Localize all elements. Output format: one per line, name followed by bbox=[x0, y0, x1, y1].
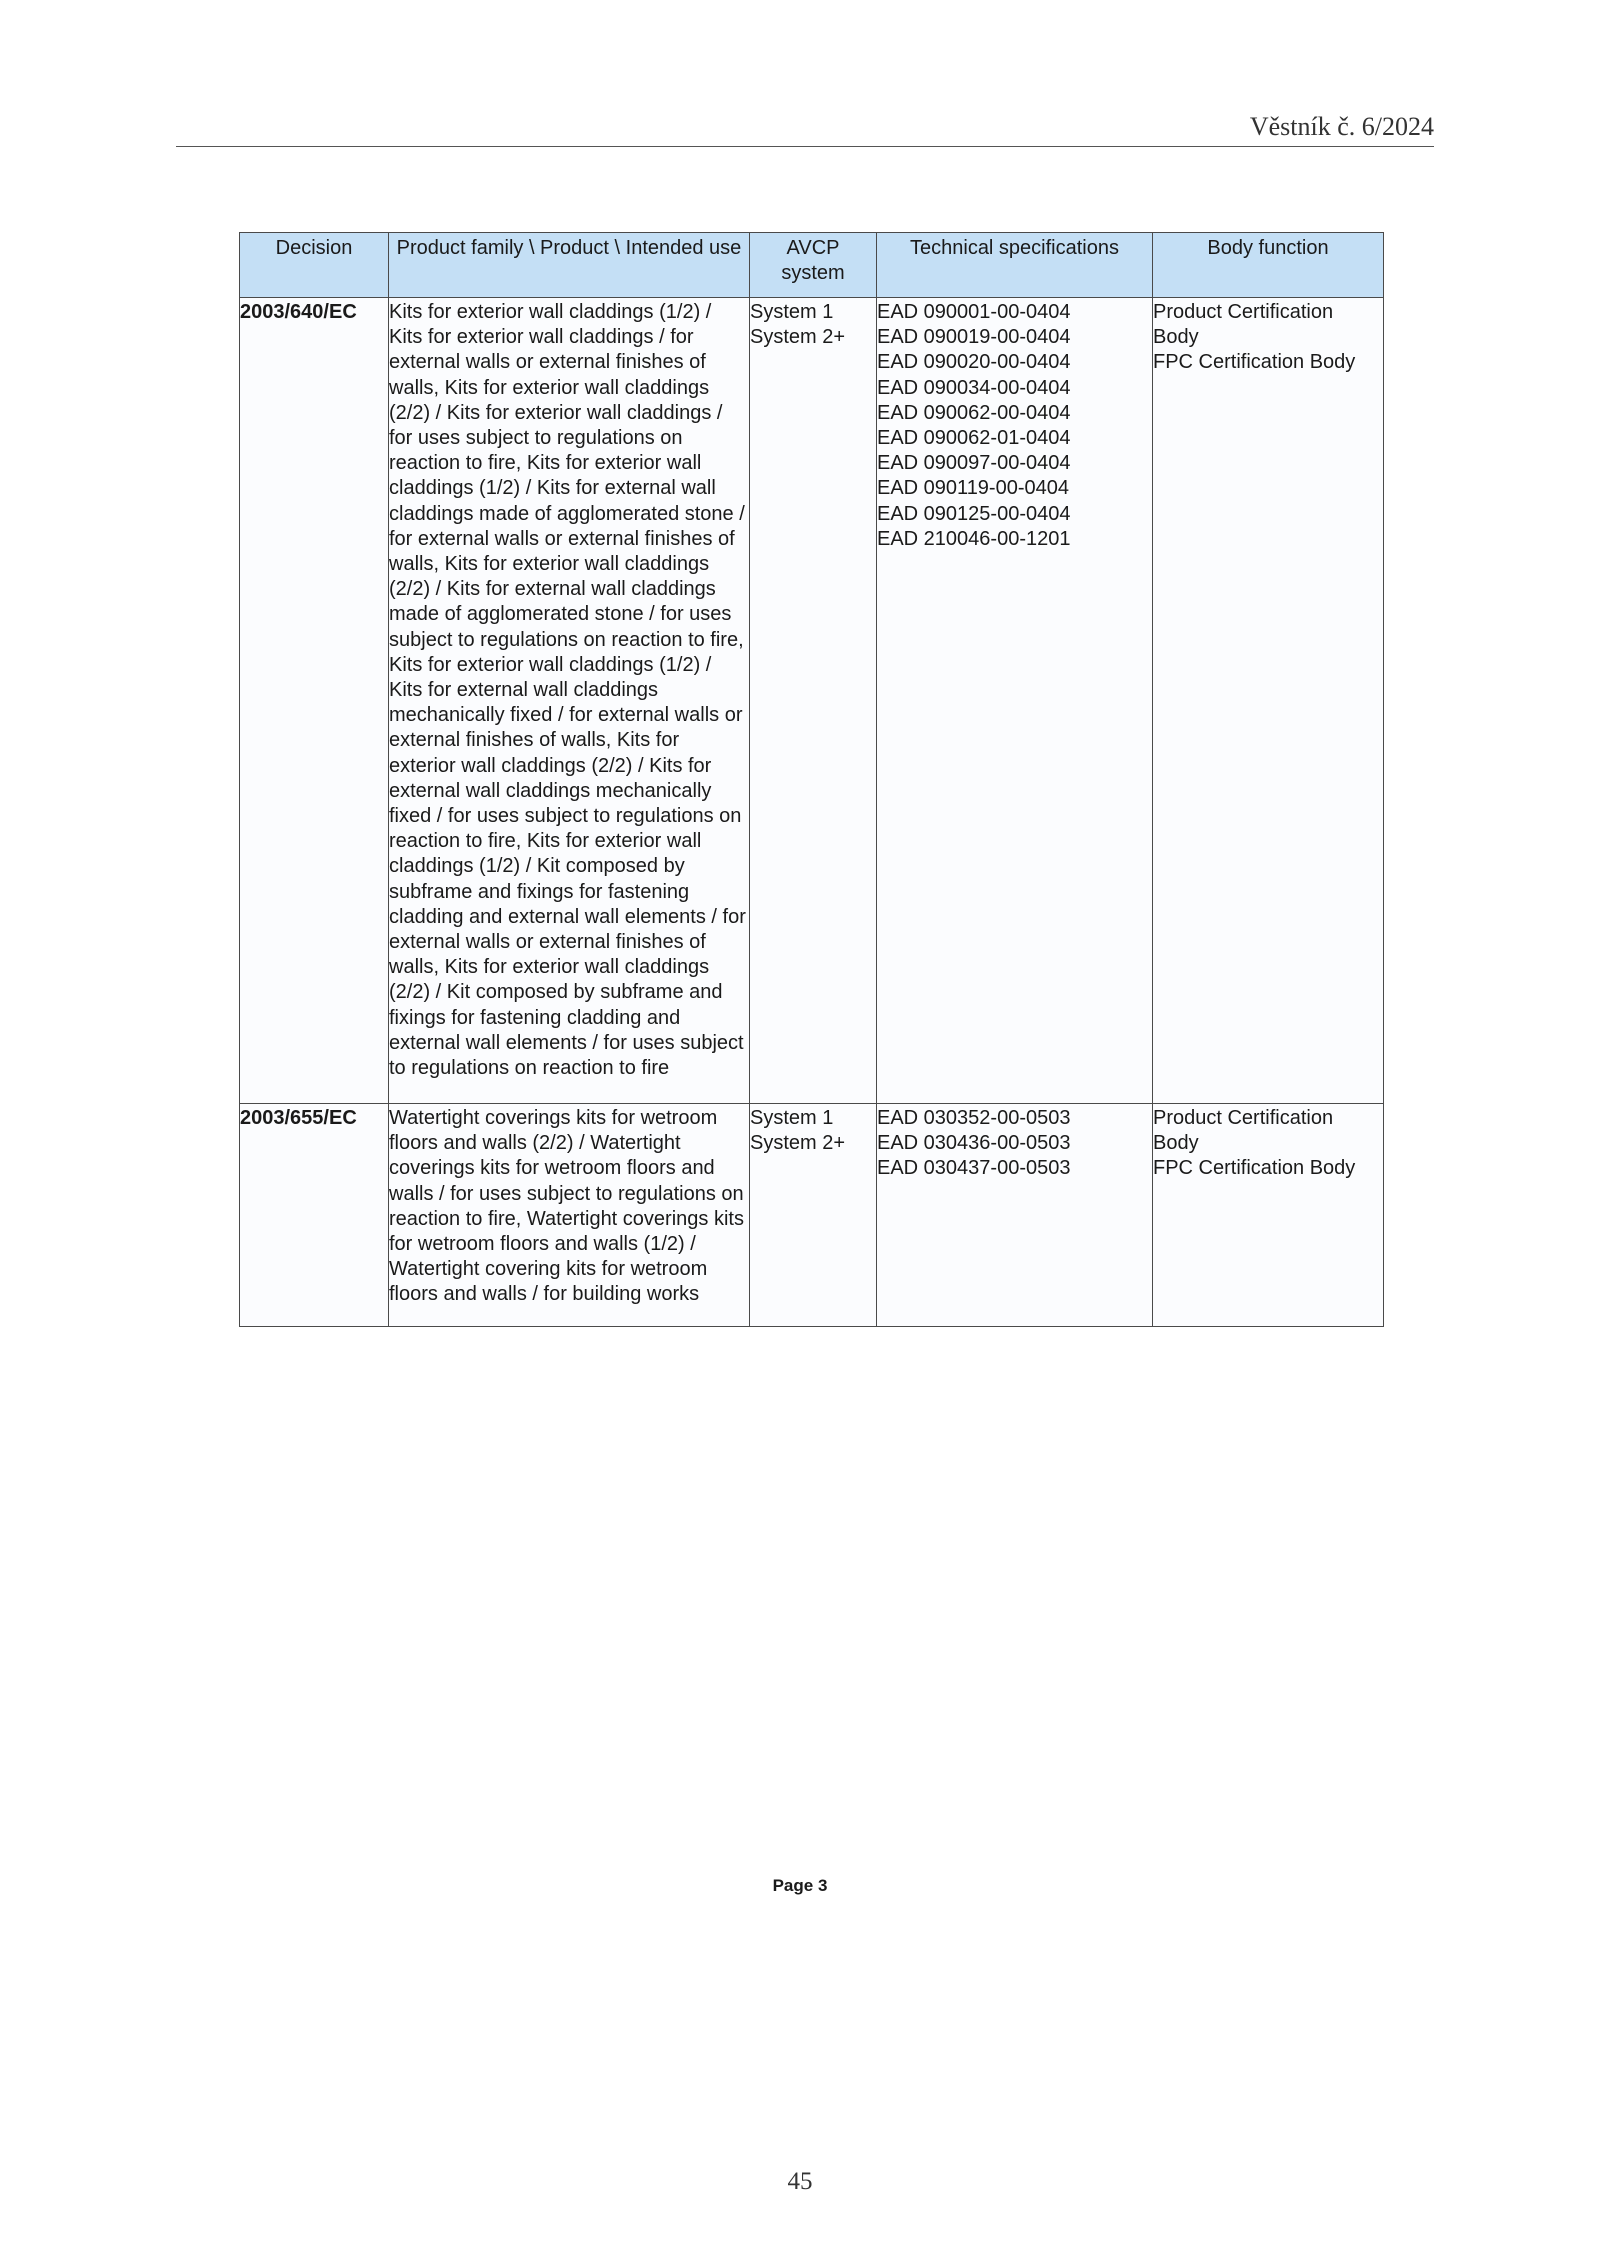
column-header-body-function: Body function bbox=[1153, 233, 1384, 298]
product-family-cell: Watertight coverings kits for wetroom floors and walls (2/2) / Watertight coverings kits for wetroom floors and walls / for uses subject to regulations on reaction to fire, Watertight coverings kits for wetroom floors and walls (1/2) / Watertight covering kits for wetroom floors and walls / for building works bbox=[389, 1104, 750, 1327]
technical-specifications-cell: EAD 030352-00-0503 EAD 030436-00-0503 EAD 030437-00-0503 bbox=[877, 1104, 1153, 1327]
page-number: 45 bbox=[787, 2168, 813, 2195]
page-label: Page 3 bbox=[772, 1876, 828, 1895]
avcp-system-cell: System 1 System 2+ bbox=[750, 1104, 877, 1327]
product-family-cell: Kits for exterior wall claddings (1/2) / Kits for exterior wall claddings / for external walls or external finishes of walls, Kits for exterior wall claddings (2/2) / Kits for exterior wall claddings / for uses subject to regulations on reaction to fire, Kits for exterior wall claddings (1/2) / Kits for external wall claddings made of agglomerated stone / for external walls or external finishes of walls, Kits for exterior wall claddings (2/2) / Kits for external wall claddings made of agglomerated stone / for uses subject to regulations on reaction to fire, Kits for exterior wall claddings (1/2) / Kits for external wall claddings mechanically fixed / for external walls or external finishes of walls, Kits for exterior wall claddings (2/2) / Kits for external wall claddings mechanically fixed / for uses subject to regulations on reaction to fire, Kits for exterior wall claddings (1/2) / Kit composed by subframe and fixings for fastening cladding and external wall elements / for external walls or external finishes of walls, Kits for exterior wall claddings (2/2) / Kit composed by subframe and fixings for fastening cladding and external wall elements / for uses subject to regulations on reaction to fire bbox=[389, 298, 750, 1104]
decision-cell: 2003/655/EC bbox=[240, 1104, 389, 1327]
body-function-cell: Product Certification Body FPC Certification Body bbox=[1153, 298, 1384, 1104]
body-function-cell: Product Certification Body FPC Certification Body bbox=[1153, 1104, 1384, 1327]
avcp-system-cell: System 1 System 2+ bbox=[750, 298, 877, 1104]
table-row bbox=[240, 1104, 1384, 1327]
bulletin-title: Věstník č. 6/2024 bbox=[1249, 112, 1434, 141]
column-header-product-family: Product family \ Product \ Intended use bbox=[389, 233, 750, 298]
decision-cell: 2003/640/EC bbox=[240, 298, 389, 1104]
table-row bbox=[240, 298, 1384, 1104]
column-header-decision: Decision bbox=[240, 233, 389, 298]
technical-specifications-cell: EAD 090001-00-0404 EAD 090019-00-0404 EAD 090020-00-0404 EAD 090034-00-0404 EAD 090062-00-0404 EAD 090062-01-0404 EAD 090097-00-0404 EAD 090119-00-0404 EAD 090125-00-0404 EAD 210046-00-1201 bbox=[877, 298, 1153, 1104]
column-header-technical-specifications: Technical specifications bbox=[877, 233, 1153, 298]
column-header-avcp-system: AVCP system bbox=[750, 233, 877, 298]
document-header bbox=[176, 110, 1434, 147]
table-header-row bbox=[240, 233, 1384, 298]
decisions-table bbox=[239, 232, 1384, 1327]
